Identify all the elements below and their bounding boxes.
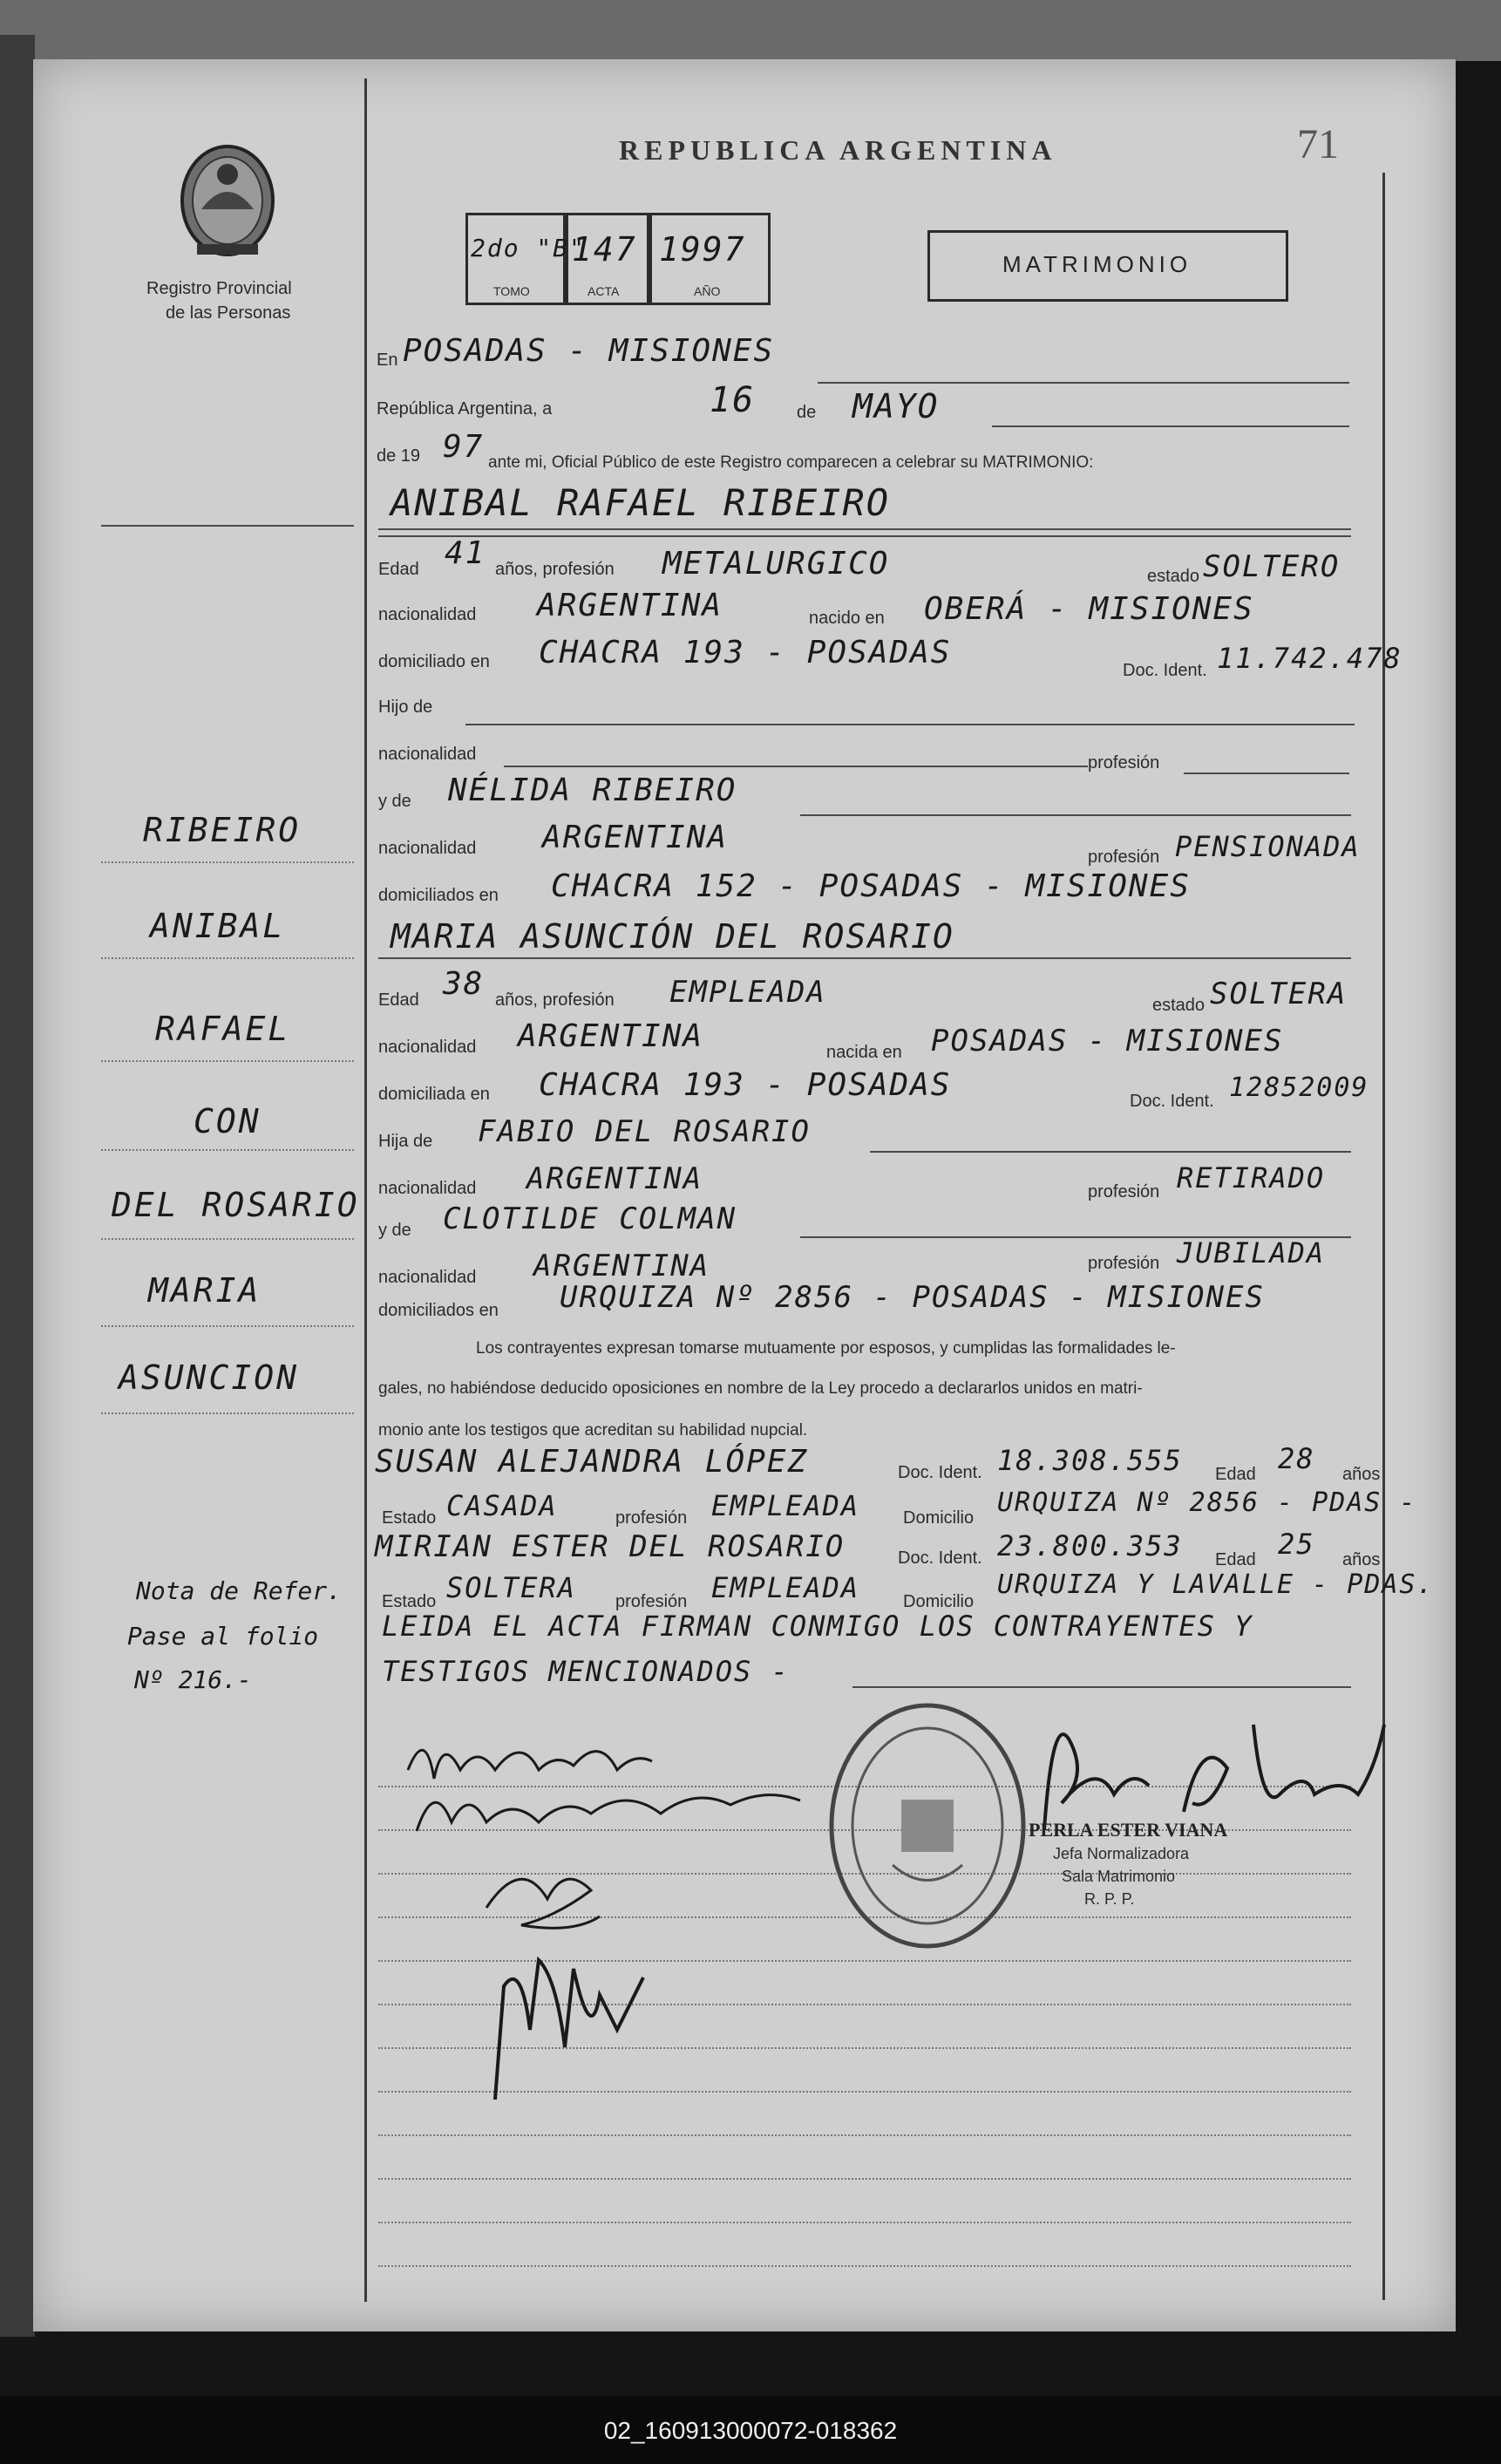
tomo-label: TOMO bbox=[493, 284, 530, 298]
witness1-address: URQUIZA Nº 2856 - PDAS - bbox=[997, 1487, 1417, 1518]
margin-rule-dotted bbox=[101, 1238, 354, 1240]
witness2-profession: EMPLEADA bbox=[711, 1571, 860, 1604]
act-type: MATRIMONIO bbox=[1002, 251, 1192, 277]
margin-name-1: RIBEIRO bbox=[143, 811, 302, 849]
groom-birthplace: OBERÁ - MISIONES bbox=[924, 591, 1254, 627]
margin-rule-dotted bbox=[101, 1412, 354, 1414]
margin-name-5: DEL ROSARIO bbox=[112, 1186, 360, 1224]
bride-name-line bbox=[378, 957, 1351, 959]
bride-status: SOLTERA bbox=[1210, 977, 1348, 1011]
groom-doc: 11.742.478 bbox=[1217, 642, 1403, 675]
witness1-edad-label: Edad bbox=[1215, 1465, 1256, 1484]
witness2-dom-label: Domicilio bbox=[903, 1592, 975, 1611]
groom-doc-label: Doc. Ident. bbox=[1123, 661, 1207, 680]
ruled-line bbox=[378, 2134, 1351, 2136]
bride-father-nac-label: nacionalidad bbox=[378, 1179, 477, 1198]
bride-mother: CLOTILDE COLMAN bbox=[443, 1201, 737, 1236]
closing-line1: LEIDA EL ACTA FIRMAN CONMIGO LOS CONTRAYENTES Y bbox=[382, 1610, 1253, 1643]
footer-filename: 02_160913000072-018362 bbox=[603, 2417, 898, 2444]
tomo-value: 2do "B" bbox=[471, 234, 587, 262]
bride-profesion-label: años, profesión bbox=[495, 990, 615, 1010]
margin-rule bbox=[101, 525, 354, 527]
bride-nacida-label: nacida en bbox=[826, 1043, 902, 1062]
witness2-address: URQUIZA Y LAVALLE - PDAS. bbox=[997, 1569, 1435, 1600]
bride-parents-dom-label: domiciliados en bbox=[378, 1301, 499, 1320]
bride-mother-profession: JUBILADA bbox=[1177, 1236, 1326, 1269]
bride-nationality: ARGENTINA bbox=[518, 1018, 704, 1054]
witness2-anios-label: años bbox=[1342, 1550, 1381, 1569]
groom-father-prof-line bbox=[1184, 773, 1349, 774]
margin-name-2: ANIBAL bbox=[150, 907, 286, 945]
ruled-line bbox=[378, 2265, 1351, 2267]
bride-father-profession: RETIRADO bbox=[1177, 1161, 1326, 1195]
groom-edad-label: Edad bbox=[378, 560, 419, 579]
groom-mother-nac-label: nacionalidad bbox=[378, 839, 477, 858]
witness1-age: 28 bbox=[1278, 1442, 1315, 1475]
bride-hija-label: Hija de bbox=[378, 1132, 433, 1151]
ante-text: ante mi, Oficial Público de este Registro comparecen a celebrar su MATRIMONIO: bbox=[488, 453, 1094, 472]
bride-father-line bbox=[870, 1151, 1351, 1153]
bride-doc-label: Doc. Ident. bbox=[1130, 1092, 1214, 1111]
witness2-edad-label: Edad bbox=[1215, 1550, 1256, 1569]
groom-mother-profession: PENSIONADA bbox=[1175, 830, 1361, 863]
groom-name-line bbox=[378, 528, 1351, 530]
background-top bbox=[0, 0, 1501, 61]
intro-day: 16 bbox=[710, 380, 756, 420]
intro-place: POSADAS - MISIONES bbox=[403, 333, 775, 369]
witness1-name: SUSAN ALEJANDRA LÓPEZ bbox=[375, 1444, 809, 1480]
intro-month: MAYO bbox=[852, 387, 940, 425]
declaration-line1: Los contrayentes expresan tomarse mutuamente por esposos, y cumplidas las formalidades le- bbox=[476, 1339, 1176, 1358]
witness2-name: MIRIAN ESTER DEL ROSARIO bbox=[375, 1529, 846, 1564]
groom-father-line bbox=[465, 724, 1355, 725]
groom-address: CHACRA 193 - POSADAS bbox=[539, 635, 952, 670]
witness2-prof-label: profesión bbox=[615, 1592, 688, 1611]
bride-age: 38 bbox=[443, 966, 485, 1002]
official-title3: R. P. P. bbox=[1084, 1890, 1135, 1908]
groom-nacido-label: nacido en bbox=[809, 609, 885, 628]
groom-parents-address: CHACRA 152 - POSADAS - MISIONES bbox=[551, 868, 1191, 904]
witness2-doc-label: Doc. Ident. bbox=[898, 1549, 982, 1568]
republic-heading: REPUBLICA ARGENTINA bbox=[619, 134, 1057, 166]
groom-mother-prof-label: profesión bbox=[1088, 847, 1160, 867]
bride-name: MARIA ASUNCIÓN DEL ROSARIO bbox=[391, 917, 954, 956]
witness1-doc-label: Doc. Ident. bbox=[898, 1463, 982, 1482]
margin-rule-dotted bbox=[101, 861, 354, 863]
groom-hijo-label: Hijo de bbox=[378, 698, 433, 717]
bride-mother-nationality: ARGENTINA bbox=[533, 1249, 710, 1283]
closing-line bbox=[852, 1686, 1351, 1688]
groom-nationality: ARGENTINA bbox=[537, 588, 723, 623]
bride-address: CHACRA 193 - POSADAS bbox=[539, 1067, 952, 1103]
bride-father-nationality: ARGENTINA bbox=[526, 1161, 703, 1196]
groom-status: SOLTERO bbox=[1203, 549, 1341, 584]
groom-father-nac-line bbox=[504, 766, 1088, 767]
official-seal-icon bbox=[823, 1695, 1032, 1957]
groom-parents-dom-label: domiciliados en bbox=[378, 886, 499, 905]
bride-dom-label: domiciliada en bbox=[378, 1085, 490, 1104]
groom-mother: NÉLIDA RIBEIRO bbox=[448, 773, 737, 808]
declaration-line2: gales, no habiéndose deducido oposiciones en nombre de la Ley procedo a declararlos unidos en matri- bbox=[378, 1379, 1143, 1398]
groom-father-nac-label: nacionalidad bbox=[378, 745, 477, 764]
groom-name: ANIBAL RAFAEL RIBEIRO bbox=[391, 481, 891, 524]
official-name: PERLA ESTER VIANA bbox=[1029, 1819, 1228, 1841]
witness1-status: CASADA bbox=[446, 1489, 558, 1522]
bride-estado-label: estado bbox=[1152, 996, 1206, 1015]
year-prefix: de 19 bbox=[377, 446, 421, 466]
groom-estado-label: estado bbox=[1147, 567, 1200, 586]
margin-name-7: ASUNCION bbox=[119, 1358, 300, 1397]
margin-rule-dotted bbox=[101, 957, 354, 959]
groom-dom-label: domiciliado en bbox=[378, 652, 490, 671]
provincial-shield-icon bbox=[171, 140, 284, 262]
ruled-line bbox=[378, 2222, 1351, 2223]
certificate-page bbox=[33, 59, 1456, 2331]
witness1-dom-label: Domicilio bbox=[903, 1508, 975, 1528]
witness1-profession: EMPLEADA bbox=[711, 1489, 860, 1522]
witness1-estado-label: Estado bbox=[382, 1508, 437, 1528]
margin-note-line2: Pase al folio bbox=[127, 1622, 319, 1651]
declaration-line3: monio ante los testigos que acreditan su habilidad nupcial. bbox=[378, 1421, 808, 1440]
anio-value: 1997 bbox=[659, 230, 746, 269]
bride-father-prof-label: profesión bbox=[1088, 1182, 1160, 1201]
margin-name-6: MARIA bbox=[148, 1271, 261, 1310]
bride-yde-label: y de bbox=[378, 1221, 411, 1240]
witness2-doc: 23.800.353 bbox=[997, 1529, 1183, 1562]
right-margin-rule bbox=[1382, 173, 1385, 2300]
groom-yde-label: y de bbox=[378, 792, 411, 811]
registry-name-line1: Registro Provincial bbox=[146, 279, 292, 298]
place-line bbox=[818, 382, 1349, 384]
witness1-prof-label: profesión bbox=[615, 1508, 688, 1528]
acta-label: ACTA bbox=[587, 284, 620, 298]
official-title1: Jefa Normalizadora bbox=[1053, 1845, 1190, 1862]
margin-name-3: RAFAEL bbox=[155, 1010, 291, 1048]
margin-note-line3: Nº 216.- bbox=[134, 1665, 252, 1694]
groom-profesion-label: años, profesión bbox=[495, 560, 615, 579]
witness1-anios-label: años bbox=[1342, 1465, 1381, 1484]
margin-rule-dotted bbox=[101, 1325, 354, 1327]
groom-profession: METALURGICO bbox=[662, 546, 890, 582]
groom-mother-line bbox=[800, 814, 1351, 816]
registry-name-line2: de las Personas bbox=[166, 303, 291, 323]
groom-name-line-2 bbox=[378, 535, 1351, 537]
bride-mother-nac-label: nacionalidad bbox=[378, 1268, 477, 1287]
witness2-status: SOLTERA bbox=[446, 1571, 576, 1604]
witness-signatures bbox=[469, 1855, 678, 2134]
en-label: En bbox=[377, 351, 398, 370]
margin-name-4: CON bbox=[194, 1102, 261, 1140]
bride-edad-label: Edad bbox=[378, 990, 419, 1010]
de-label: de bbox=[797, 403, 817, 422]
month-line bbox=[992, 425, 1349, 427]
republica-label: República Argentina, a bbox=[377, 399, 553, 419]
groom-mother-nationality: ARGENTINA bbox=[542, 820, 729, 855]
year-suffix: 97 bbox=[443, 429, 485, 465]
witness1-doc: 18.308.555 bbox=[997, 1444, 1183, 1477]
bride-profession: EMPLEADA bbox=[669, 975, 826, 1010]
witness2-estado-label: Estado bbox=[382, 1592, 437, 1611]
bride-birthplace: POSADAS - MISIONES bbox=[931, 1024, 1284, 1058]
ruled-line bbox=[378, 2178, 1351, 2180]
groom-father-prof-label: profesión bbox=[1088, 753, 1160, 773]
bride-father: FABIO DEL ROSARIO bbox=[478, 1114, 811, 1149]
book-edge bbox=[0, 35, 35, 2337]
bride-mother-prof-label: profesión bbox=[1088, 1254, 1160, 1273]
closing-line2: TESTIGOS MENCIONADOS - bbox=[382, 1655, 790, 1688]
anio-label: AÑO bbox=[694, 284, 721, 298]
margin-note-line1: Nota de Refer. bbox=[136, 1576, 343, 1605]
bride-parents-address: URQUIZA Nº 2856 - POSADAS - MISIONES bbox=[560, 1280, 1265, 1315]
witness2-age: 25 bbox=[1278, 1528, 1315, 1561]
official-title2: Sala Matrimonio bbox=[1062, 1868, 1176, 1885]
page-number: 71 bbox=[1297, 121, 1339, 167]
groom-nac-label: nacionalidad bbox=[378, 605, 477, 624]
left-margin-rule bbox=[364, 78, 367, 2302]
bride-doc: 12852009 bbox=[1229, 1072, 1369, 1103]
bride-nac-label: nacionalidad bbox=[378, 1038, 477, 1057]
groom-age: 41 bbox=[445, 535, 486, 571]
margin-rule-dotted bbox=[101, 1149, 354, 1151]
margin-rule-dotted bbox=[101, 1060, 354, 1062]
acta-value: 147 bbox=[572, 230, 637, 269]
